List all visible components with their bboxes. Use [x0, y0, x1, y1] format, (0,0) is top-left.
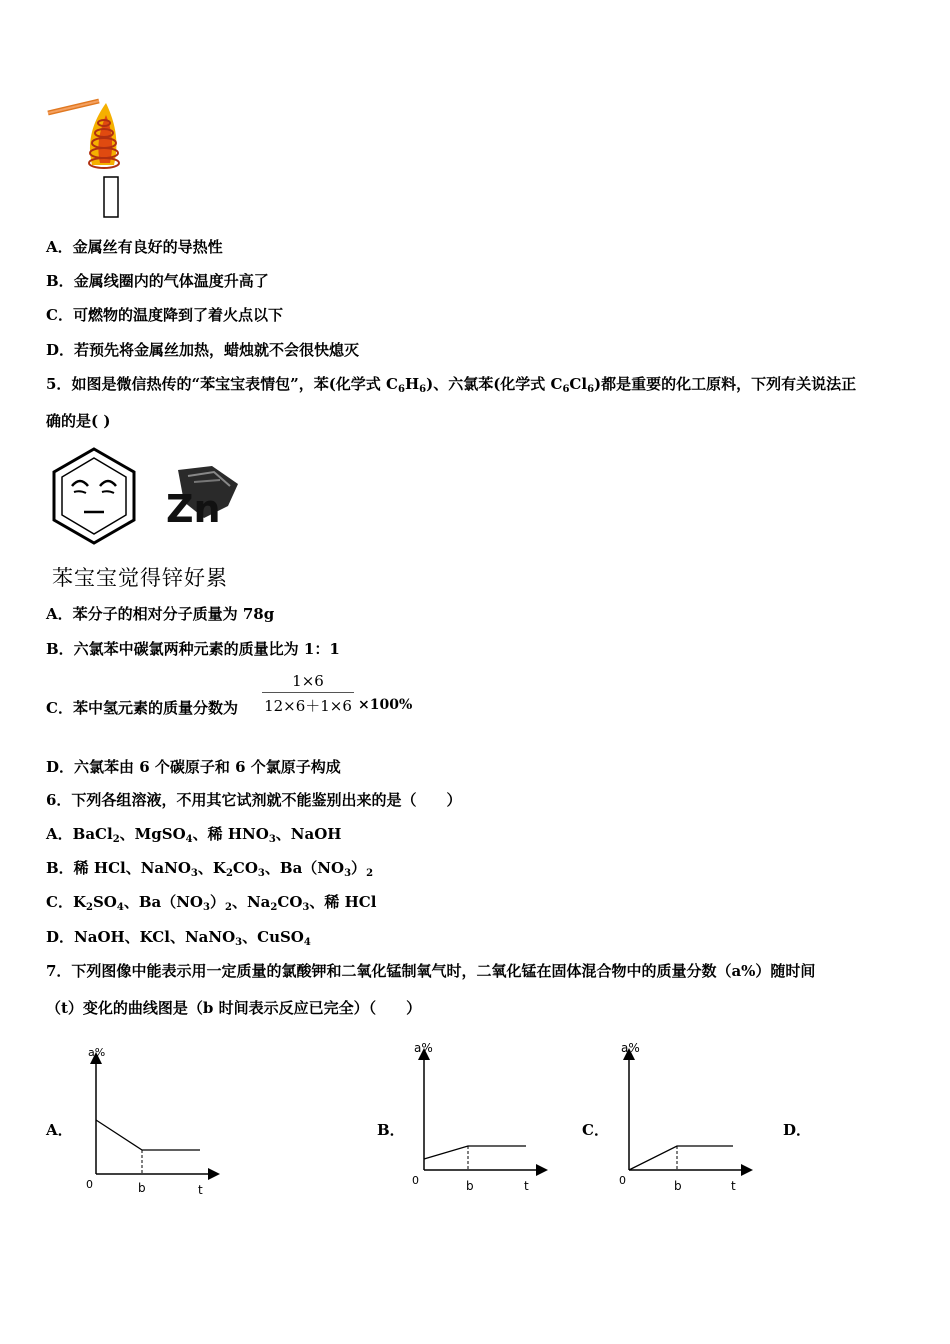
- b-mark-label: b: [466, 1179, 474, 1193]
- b-mark-label: b: [674, 1179, 682, 1193]
- graph-c: [613, 1034, 763, 1194]
- option-d: D．若预先将金属丝加热，蜡烛就不会很快熄灭: [46, 341, 360, 359]
- q5-option-b: B．六氯苯中碳氯两种元素的质量比为 1：1: [46, 640, 340, 658]
- graph-d-label: D．: [783, 1121, 812, 1139]
- graph-a: [80, 1040, 230, 1200]
- question-6-stem: 6．下列各组溶液，不用其它试剂就不能鉴别出来的是（ ）: [46, 791, 462, 809]
- x-axis-label: t: [731, 1179, 736, 1193]
- question-5-stem-line2: 确的是( ): [46, 412, 111, 430]
- origin-label: 0: [86, 1178, 93, 1191]
- q5-option-d: D．六氯苯由 6 个碳原子和 6 个氯原子构成: [46, 758, 341, 776]
- fraction-numerator: 1×6: [262, 672, 354, 693]
- mass-fraction-formula: [262, 672, 354, 716]
- option-c: C．可燃物的温度降到了着火点以下: [46, 306, 283, 324]
- candle-coil-figure: [44, 95, 154, 225]
- origin-label: 0: [619, 1174, 626, 1187]
- figure-caption: 苯宝宝觉得锌好累: [52, 566, 228, 590]
- b-mark-label: b: [138, 1181, 146, 1195]
- graph-c-label: C．: [582, 1121, 609, 1139]
- question-7-stem: 7．下列图像中能表示用一定质量的氯酸钾和二氧化锰制氧气时，二氧化锰在固体混合物中的质量分数（a%）随时间: [46, 962, 816, 980]
- question-7-stem-line2: （t）变化的曲线图是（b 时间表示反应已完全）（ ）: [46, 999, 422, 1017]
- fraction-denominator: 12×6＋1×6: [264, 697, 352, 715]
- q5-option-a: A．苯分子的相对分子质量为 78g: [46, 605, 275, 623]
- zn-label: Zn: [166, 487, 221, 528]
- q5-option-c: C．苯中氢元素的质量分数为: [46, 699, 238, 717]
- fraction-multiplier: ×100%: [358, 697, 413, 713]
- q6-option-a: A．BaCl$_2$、MgSO$_4$、稀 $HNO_3$、NaOH: [46, 825, 342, 845]
- y-axis-label: a%: [88, 1046, 106, 1059]
- zinc-figure: [164, 462, 244, 528]
- graph-b: [408, 1036, 558, 1196]
- question-5-stem: 5．如图是微信热传的“苯宝宝表情包”，苯(化学式 $C_6H_6$)、六氯苯(化学式 $C_6Cl_6$)都是重要的化工原料，下列有关说法正: [46, 375, 857, 395]
- graph-b-label: B．: [377, 1121, 405, 1139]
- graph-a-label: A．: [46, 1121, 73, 1139]
- y-axis-label: a%: [621, 1041, 640, 1055]
- x-axis-label: t: [524, 1179, 529, 1193]
- origin-label: 0: [412, 1174, 419, 1187]
- q6-option-c: C．$K_2SO_4$、$Ba(NO_3)_2$、$Na_2CO_3$、稀 HCl: [46, 893, 377, 913]
- y-axis-label: a%: [414, 1041, 433, 1055]
- option-b: B．金属线圈内的气体温度升高了: [46, 272, 269, 290]
- q6-option-b: B．稀 HCl、NaNO$_3$、$K_2CO_3$、$Ba(NO_3)_2$: [46, 859, 374, 879]
- q6-option-d: D．NaOH、KCl、NaNO$_3$、CuSO$_4$: [46, 928, 311, 948]
- option-a: A．金属丝有良好的导热性: [46, 238, 223, 256]
- x-axis-label: t: [198, 1183, 203, 1197]
- benzene-face-icon: [50, 446, 138, 546]
